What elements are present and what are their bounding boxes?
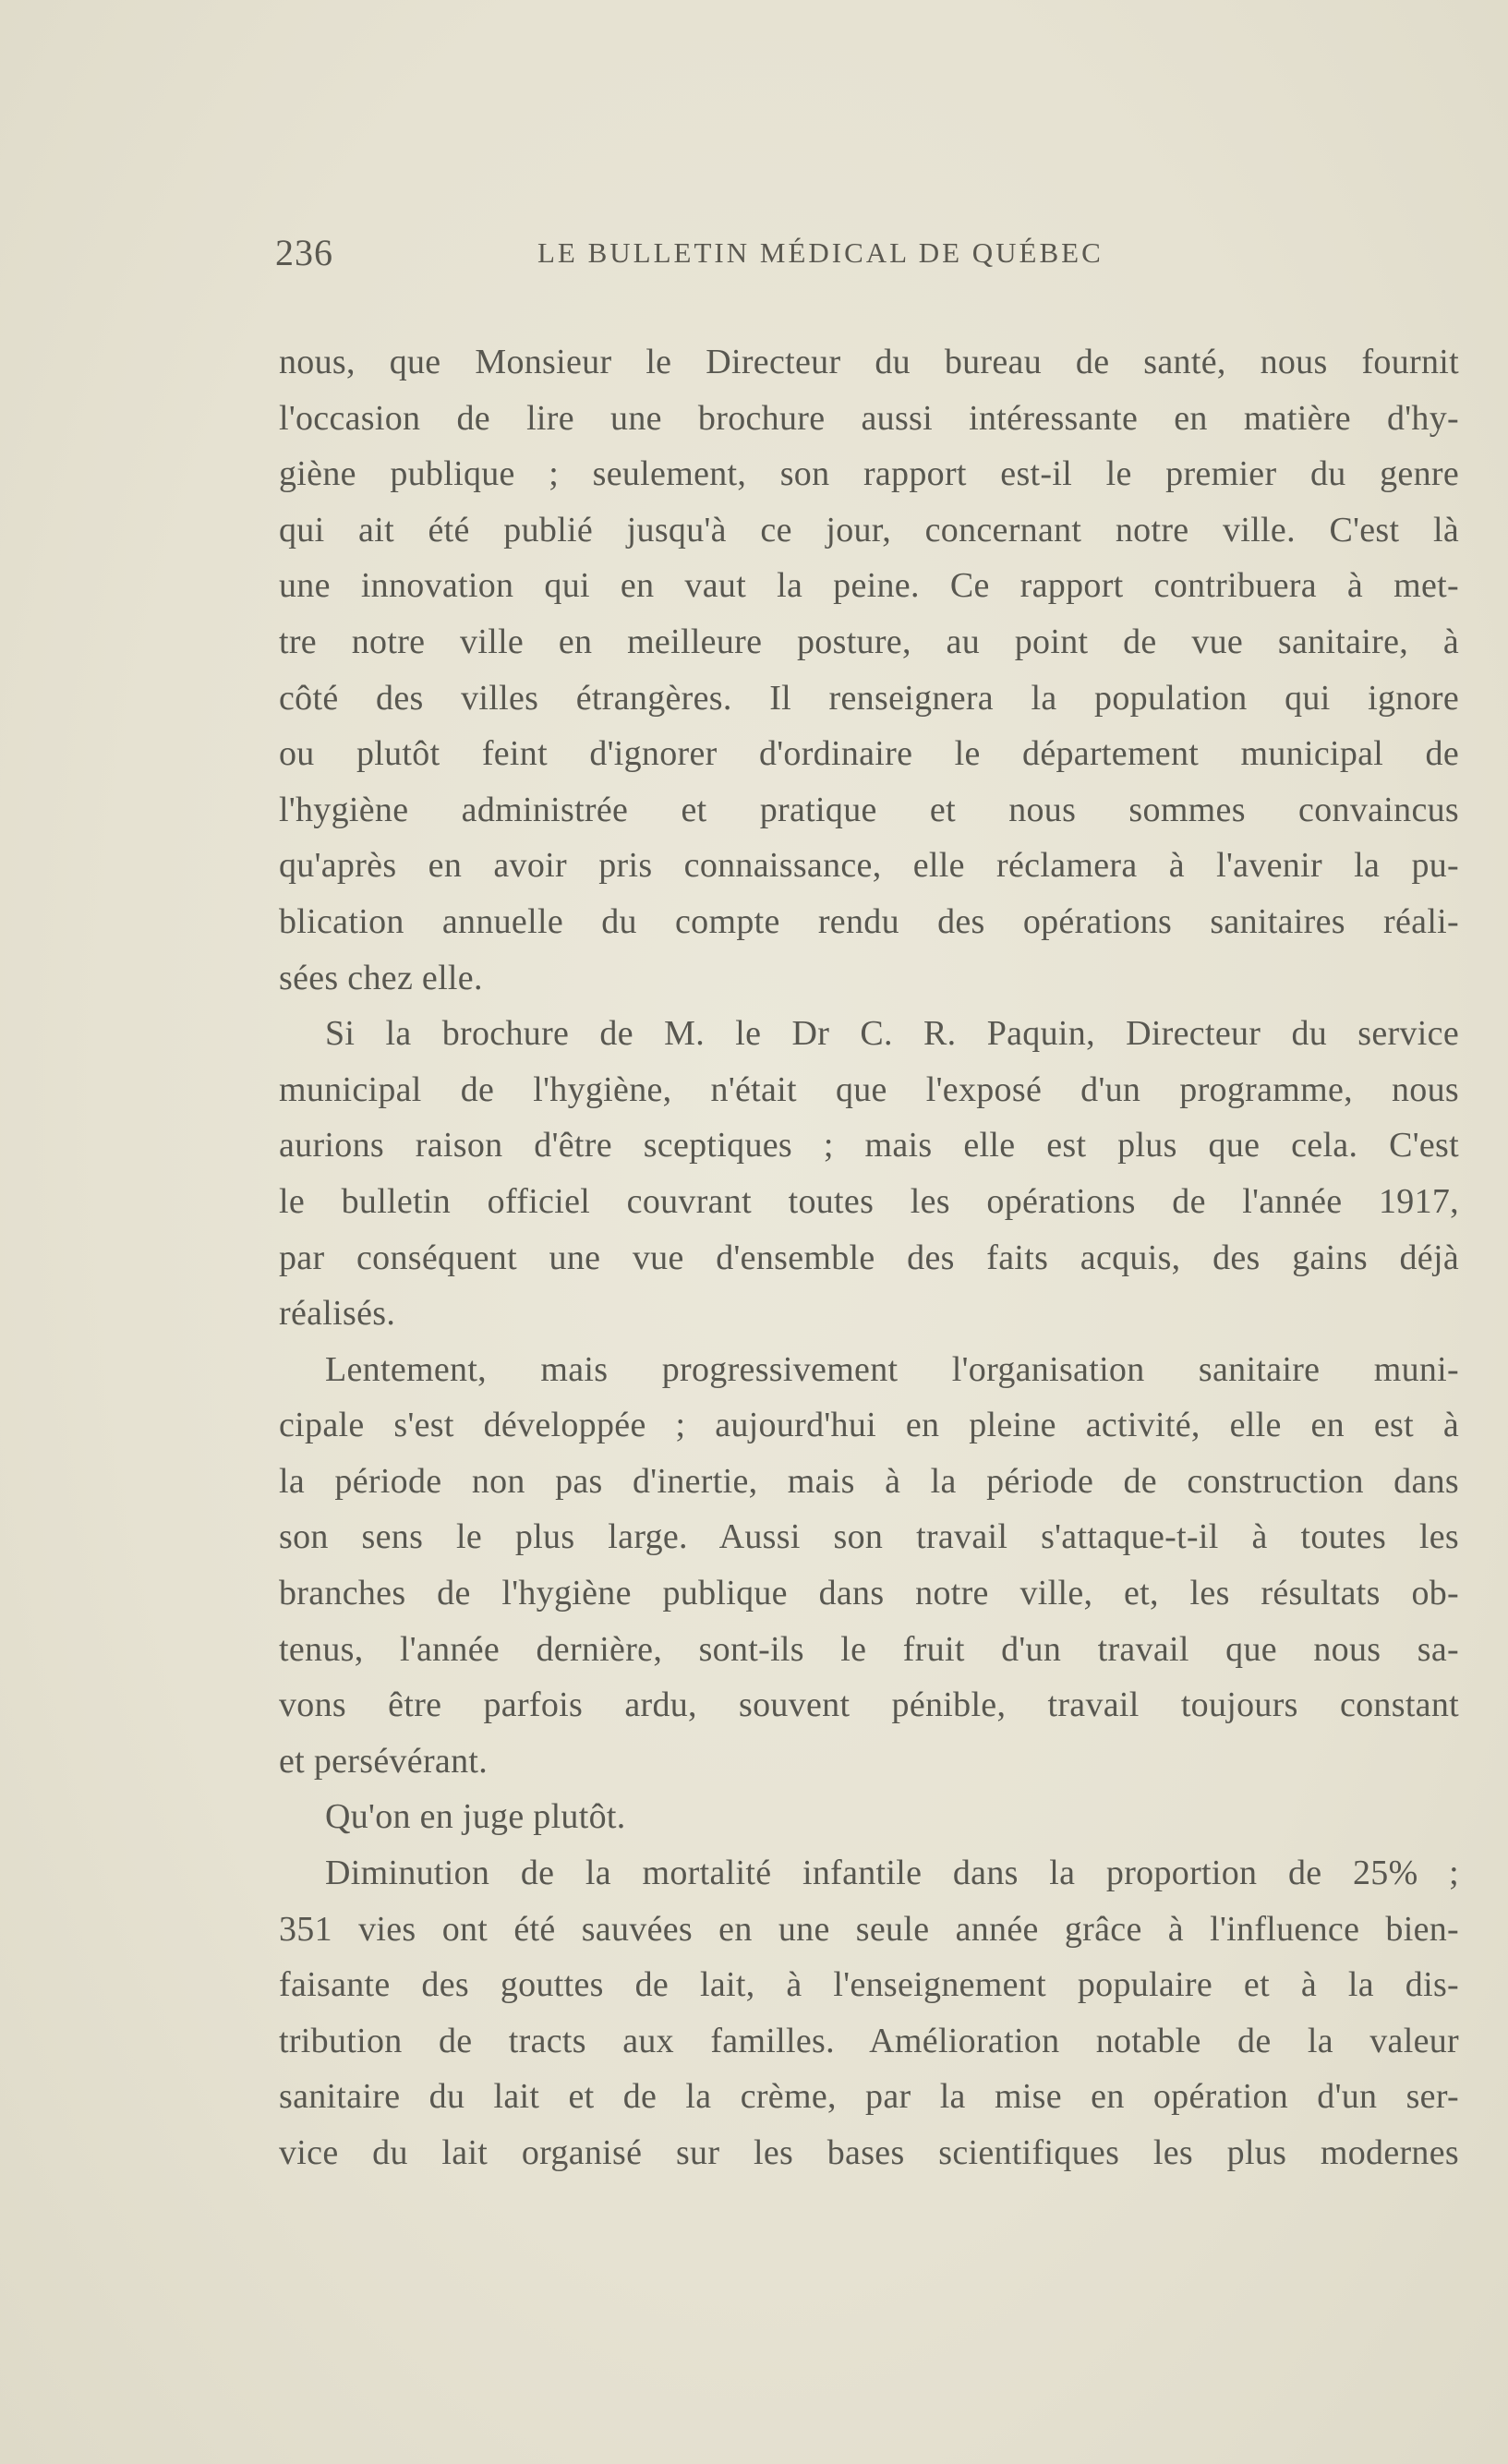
text-line: Si la brochure de M. le Dr C. R. Paquin, Directeur du service <box>325 1014 1459 1054</box>
text-line: tribution de tracts aux familles. Amélioration notable de la valeur <box>279 2021 1459 2060</box>
text-line: l'occasion de lire une brochure aussi intéressante en matière d'hy- <box>279 398 1459 438</box>
text-line: giène publique ; seulement, son rapport est-il le premier du genre <box>279 454 1459 494</box>
text-line: qui ait été publié jusqu'à ce jour, concernant notre ville. C'est là <box>279 510 1459 550</box>
text-line: nous, que Monsieur le Directeur du bureau de santé, nous fournit <box>279 343 1459 381</box>
page-header <box>275 231 1189 286</box>
text-line: l'hygiène administrée et pratique et nous sommes convaincus <box>279 790 1459 829</box>
text-line: aurions raison d'être sceptiques ; mais elle est plus que cela. C'est <box>279 1126 1459 1166</box>
text-line: la période non pas d'inertie, mais à la période de construction dans <box>279 1461 1459 1501</box>
text-line: sanitaire du lait et de la crème, par la mise en opération d'un ser- <box>279 2077 1459 2117</box>
text-line: tre notre ville en meilleure posture, au point de vue sanitaire, à <box>279 622 1459 661</box>
text-line: cipale s'est développée ; aujourd'hui en pleine activité, elle en est à <box>279 1406 1459 1445</box>
text-line: tenus, l'année dernière, sont-ils le fruit d'un travail que nous sa- <box>279 1629 1459 1669</box>
text-line: Diminution de la mortalité infantile dans la proportion de 25% ; <box>325 1854 1459 1893</box>
text-line: branches de l'hygiène publique dans notre ville, et, les résultats ob- <box>279 1574 1459 1613</box>
text-line: réalisés. <box>279 1294 396 1334</box>
text-line: blication annuelle du compte rendu des opérations sanitaires réali- <box>279 901 1459 941</box>
text-line: et persévérant. <box>279 1741 489 1781</box>
text-line: ou plutôt feint d'ignorer d'ordinaire le département municipal de <box>279 734 1459 774</box>
text-line: vice du lait organisé sur les bases scientifiques les plus modernes <box>279 2133 1459 2172</box>
text-line: son sens le plus large. Aussi son travail s'attaque-t-il à toutes les <box>279 1517 1459 1557</box>
body-text <box>279 334 1459 2181</box>
text-line: 351 vies ont été sauvées en une seule année grâce à l'influence bien- <box>279 1909 1459 1949</box>
text-line: par conséquent une vue d'ensemble des faits acquis, des gains déjà <box>279 1238 1459 1277</box>
text-line: qu'après en avoir pris connaissance, elle réclamera à l'avenir la pu- <box>279 846 1459 886</box>
text-line: côté des villes étrangères. Il renseignera la population qui ignore <box>279 678 1459 718</box>
text-line: Qu'on en juge plutôt. <box>325 1797 626 1837</box>
text-line: Lentement, mais progressivement l'organisation sanitaire muni- <box>325 1349 1459 1389</box>
text-line: municipal de l'hygiène, n'était que l'exposé d'un programme, nous <box>279 1069 1459 1109</box>
running-title: LE BULLETIN MÉDICAL DE QUÉBEC <box>537 236 1104 269</box>
text-line: le bulletin officiel couvrant toutes les opérations de l'année 1917, <box>279 1181 1459 1221</box>
text-line: une innovation qui en vaut la peine. Ce rapport contribuera à met- <box>279 566 1459 606</box>
text-line: faisante des gouttes de lait, à l'enseignement populaire et à la dis- <box>279 1965 1459 2005</box>
page-number: 236 <box>275 232 333 273</box>
text-line: sées chez elle. <box>279 958 483 997</box>
text-line: vons être parfois ardu, souvent pénible, travail toujours constant <box>279 1685 1459 1725</box>
